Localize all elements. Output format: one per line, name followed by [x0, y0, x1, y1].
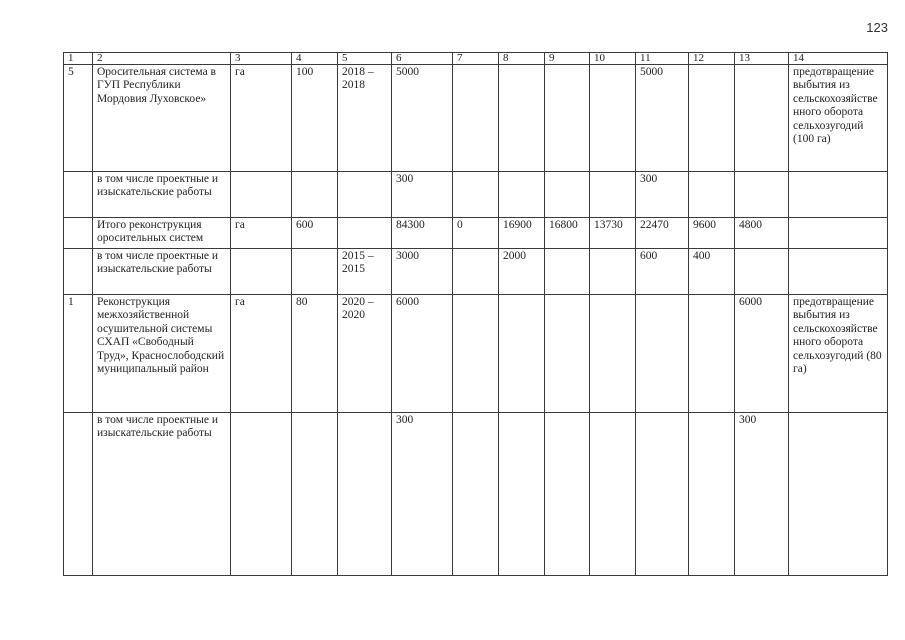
table-cell: [231, 172, 292, 218]
table-cell: в том числе проектные и изыскательские работы: [93, 413, 231, 576]
table-cell: [453, 65, 499, 172]
column-header: 3: [231, 53, 292, 65]
table-cell: в том числе проектные и изыскательские работы: [93, 249, 231, 295]
table-cell: га: [231, 295, 292, 413]
table-cell: [789, 218, 888, 249]
table-cell: Реконструкция межхозяйственной осушительной системы СХАП «Свободный Труд», Краснослободский муниципальный район: [93, 295, 231, 413]
column-header: 8: [499, 53, 545, 65]
column-header: 5: [338, 53, 392, 65]
table-cell: 5: [64, 65, 93, 172]
table-cell: [231, 413, 292, 576]
table-cell: предотвращение выбытия из сельскохозяйственного оборота сельхозугодий (80 га): [789, 295, 888, 413]
table-cell: 1: [64, 295, 93, 413]
table-cell: 6000: [392, 295, 453, 413]
column-header: 9: [545, 53, 590, 65]
column-header: 1: [64, 53, 93, 65]
table-cell: [590, 413, 636, 576]
table-cell: [735, 172, 789, 218]
table-cell: 4800: [735, 218, 789, 249]
table-cell: Оросительная система в ГУП Республики Мордовия Луховское»: [93, 65, 231, 172]
table-cell: 600: [292, 218, 338, 249]
table-cell: [545, 295, 590, 413]
table-cell: [453, 413, 499, 576]
table-cell: [292, 249, 338, 295]
table-cell: 16800: [545, 218, 590, 249]
table-cell: [590, 249, 636, 295]
table-cell: [545, 172, 590, 218]
table-cell: га: [231, 65, 292, 172]
data-table: [63, 52, 888, 576]
table-cell: 2000: [499, 249, 545, 295]
table-cell: [789, 249, 888, 295]
table-cell: [789, 172, 888, 218]
table-cell: [453, 295, 499, 413]
table-row: [64, 295, 888, 413]
table-cell: [231, 249, 292, 295]
table-cell: [689, 172, 735, 218]
table-row: [64, 218, 888, 249]
table-cell: 400: [689, 249, 735, 295]
table-cell: [545, 65, 590, 172]
table-cell: [64, 218, 93, 249]
table-cell: 5000: [636, 65, 689, 172]
table-cell: [735, 65, 789, 172]
header-row: [64, 53, 888, 65]
table-cell: в том числе проектные и изыскательские работы: [93, 172, 231, 218]
table-row: [64, 172, 888, 218]
table-cell: [789, 413, 888, 576]
table-row: [64, 249, 888, 295]
column-header: 14: [789, 53, 888, 65]
column-header: 11: [636, 53, 689, 65]
table-cell: 13730: [590, 218, 636, 249]
table-cell: [292, 172, 338, 218]
table-cell: [590, 295, 636, 413]
table-cell: 6000: [735, 295, 789, 413]
table-cell: 300: [636, 172, 689, 218]
column-header: 7: [453, 53, 499, 65]
table-cell: 80: [292, 295, 338, 413]
table-cell: 22470: [636, 218, 689, 249]
table-cell: 16900: [499, 218, 545, 249]
table-cell: [292, 413, 338, 576]
page-number: 123: [866, 20, 888, 35]
table-cell: 5000: [392, 65, 453, 172]
table-cell: [735, 249, 789, 295]
table-cell: [499, 413, 545, 576]
table-cell: [338, 172, 392, 218]
table-cell: [499, 172, 545, 218]
table-cell: 9600: [689, 218, 735, 249]
table-cell: [590, 172, 636, 218]
table-cell: [689, 295, 735, 413]
table-cell: [453, 172, 499, 218]
column-header: 10: [590, 53, 636, 65]
table-cell: 2018 – 2018: [338, 65, 392, 172]
table-cell: [689, 413, 735, 576]
column-header: 12: [689, 53, 735, 65]
column-header: 6: [392, 53, 453, 65]
table-cell: [636, 413, 689, 576]
table-cell: 300: [392, 172, 453, 218]
table-cell: [499, 295, 545, 413]
column-header: 13: [735, 53, 789, 65]
table-cell: [64, 172, 93, 218]
table-cell: [545, 249, 590, 295]
table-cell: 3000: [392, 249, 453, 295]
table-cell: [453, 249, 499, 295]
table-cell: [64, 249, 93, 295]
table-cell: 2015 – 2015: [338, 249, 392, 295]
table-cell: [636, 295, 689, 413]
table-cell: 0: [453, 218, 499, 249]
table-cell: предотвращение выбытия из сельскохозяйственного оборота сельхозугодий (100 га): [789, 65, 888, 172]
table-cell: 2020 – 2020: [338, 295, 392, 413]
table-cell: Итого реконструкция оросительных систем: [93, 218, 231, 249]
column-header: 2: [93, 53, 231, 65]
table-cell: га: [231, 218, 292, 249]
table-cell: 600: [636, 249, 689, 295]
table-cell: 84300: [392, 218, 453, 249]
table-cell: [590, 65, 636, 172]
table-cell: 300: [392, 413, 453, 576]
table-cell: 100: [292, 65, 338, 172]
table-cell: [338, 413, 392, 576]
table-cell: [689, 65, 735, 172]
table-row: [64, 65, 888, 172]
table-cell: [499, 65, 545, 172]
column-header: 4: [292, 53, 338, 65]
table-cell: 300: [735, 413, 789, 576]
table-cell: [545, 413, 590, 576]
table-row: [64, 413, 888, 576]
table-cell: [64, 413, 93, 576]
table-cell: [338, 218, 392, 249]
